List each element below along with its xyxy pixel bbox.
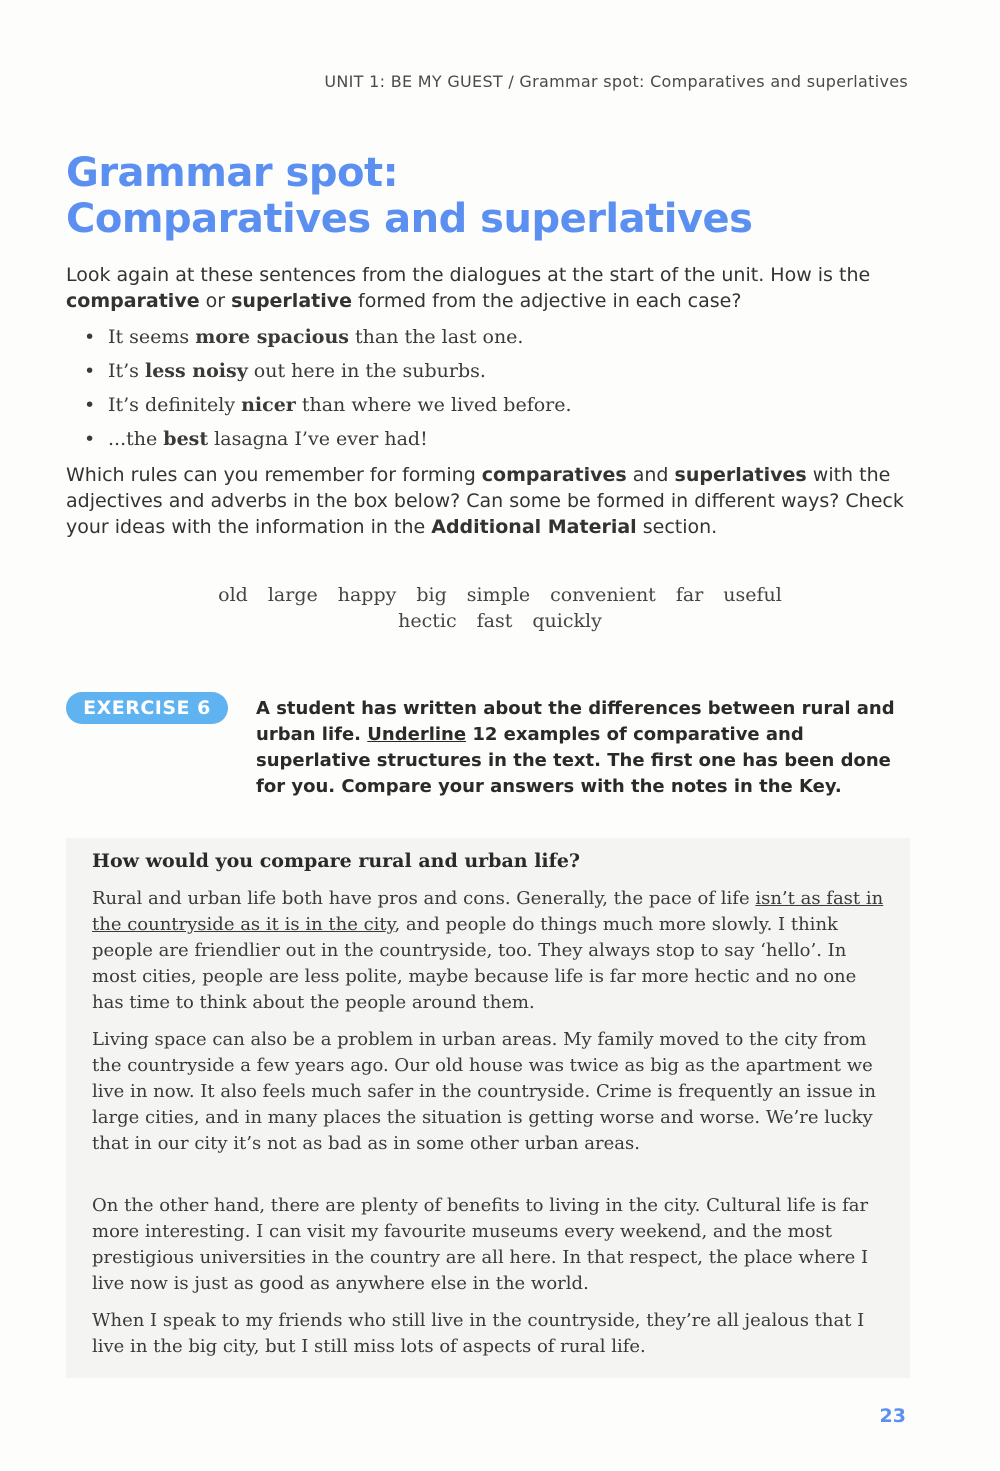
word-item: old bbox=[218, 584, 248, 606]
exercise-badge: EXERCISE 6 bbox=[66, 692, 228, 724]
word-box-row-2 bbox=[100, 608, 900, 634]
rules-bold-comparatives: comparatives bbox=[481, 464, 627, 486]
word-item: fast bbox=[476, 610, 513, 632]
example-sentences-list bbox=[84, 322, 904, 458]
bullet-icon: • bbox=[84, 394, 96, 416]
word-item: quickly bbox=[532, 610, 602, 632]
title-line-2: Comparatives and superlatives bbox=[66, 196, 753, 242]
bullet-icon: • bbox=[84, 428, 96, 450]
word-box bbox=[100, 582, 900, 634]
word-item: convenient bbox=[550, 584, 656, 606]
bullet-icon: • bbox=[84, 360, 96, 382]
page-number: 23 bbox=[879, 1405, 906, 1427]
example-sentence: • It’s less noisy out here in the suburbs. bbox=[84, 356, 904, 390]
title-line-1: Grammar spot: bbox=[66, 150, 399, 196]
word-item: big bbox=[416, 584, 447, 606]
reading-heading: How would you compare rural and urban life? bbox=[92, 850, 581, 872]
word-item: useful bbox=[723, 584, 782, 606]
word-item: far bbox=[675, 584, 704, 606]
word-item: happy bbox=[337, 584, 397, 606]
rules-paragraph: Which rules can you remember for forming comparatives and superlatives with the adjectives and adverbs in the box below? Can some be formed in different ways? Check your ideas with the information in the Additional Material section. bbox=[66, 464, 904, 538]
reading-paragraph-4: When I speak to my friends who still live in the countryside, they’re all jealous that I live in the big city, but I still miss lots of aspects of rural life. bbox=[92, 1310, 865, 1357]
example-sentence: • It seems more spacious than the last one. bbox=[84, 322, 904, 356]
intro-bold-comparative: comparative bbox=[66, 290, 200, 312]
example-sentence: • ...the best lasagna I’ve ever had! bbox=[84, 424, 904, 458]
intro-text: Look again at these sentences from the dialogues at the start of the unit. How is the bbox=[66, 264, 871, 286]
word-item: hectic bbox=[398, 610, 457, 632]
intro-paragraph bbox=[66, 262, 926, 314]
intro-text: or bbox=[199, 290, 232, 312]
reading-paragraph-1: Rural and urban life both have pros and cons. Generally, the pace of life isn’t as fast in the countryside as it is in the city, and people do things much more slowly. I think people are friendlier out in the countryside, too. They always stop to say ‘hello’. In most cities, people are less polite, maybe because life is far more hectic and no one has time to think about the people around them. bbox=[92, 888, 884, 1013]
intro-bold-superlative: superlative bbox=[231, 290, 353, 312]
underline-keyword: Underline bbox=[367, 724, 467, 745]
rules-bold-additional-material: Additional Material bbox=[431, 516, 637, 538]
word-item: large bbox=[267, 584, 318, 606]
intro-text: formed from the adjective in each case? bbox=[352, 290, 742, 312]
word-item: simple bbox=[466, 584, 531, 606]
exercise-instructions: A student has written about the differences between rural and urban life. Underline 12 examples of comparative and superlative structures in the text. The first one has been done for you. Compare your answers with the notes in the Key. bbox=[256, 698, 895, 797]
word-box-row-1 bbox=[100, 582, 900, 608]
reading-paragraph-3: On the other hand, there are plenty of benefits to living in the city. Cultural life is far more interesting. I can visit my favourite museums every weekend, and the most prestigious universities in the country are all here. In that respect, the place where I live now is just as good as anywhere else in the world. bbox=[92, 1195, 869, 1294]
example-sentence: • It’s definitely nicer than where we lived before. bbox=[84, 390, 904, 424]
underlined-example: isn’t as fast in the countryside as it is in the city bbox=[92, 888, 884, 935]
running-header: UNIT 1: BE MY GUEST / Grammar spot: Comparatives and superlatives bbox=[324, 72, 908, 91]
reading-paragraph-2: Living space can also be a problem in urban areas. My family moved to the city from the countryside a few years ago. Our old house was twice as big as the apartment we live in now. It also feels much safer in the countryside. Crime is frequently an issue in large cities, and in many places the situation is getting worse and worse. We’re lucky that in our city it’s not as bad as in some other urban areas. bbox=[92, 1029, 877, 1154]
rules-bold-superlatives: superlatives bbox=[674, 464, 807, 486]
page-title bbox=[66, 150, 946, 242]
bullet-icon: • bbox=[84, 326, 96, 348]
